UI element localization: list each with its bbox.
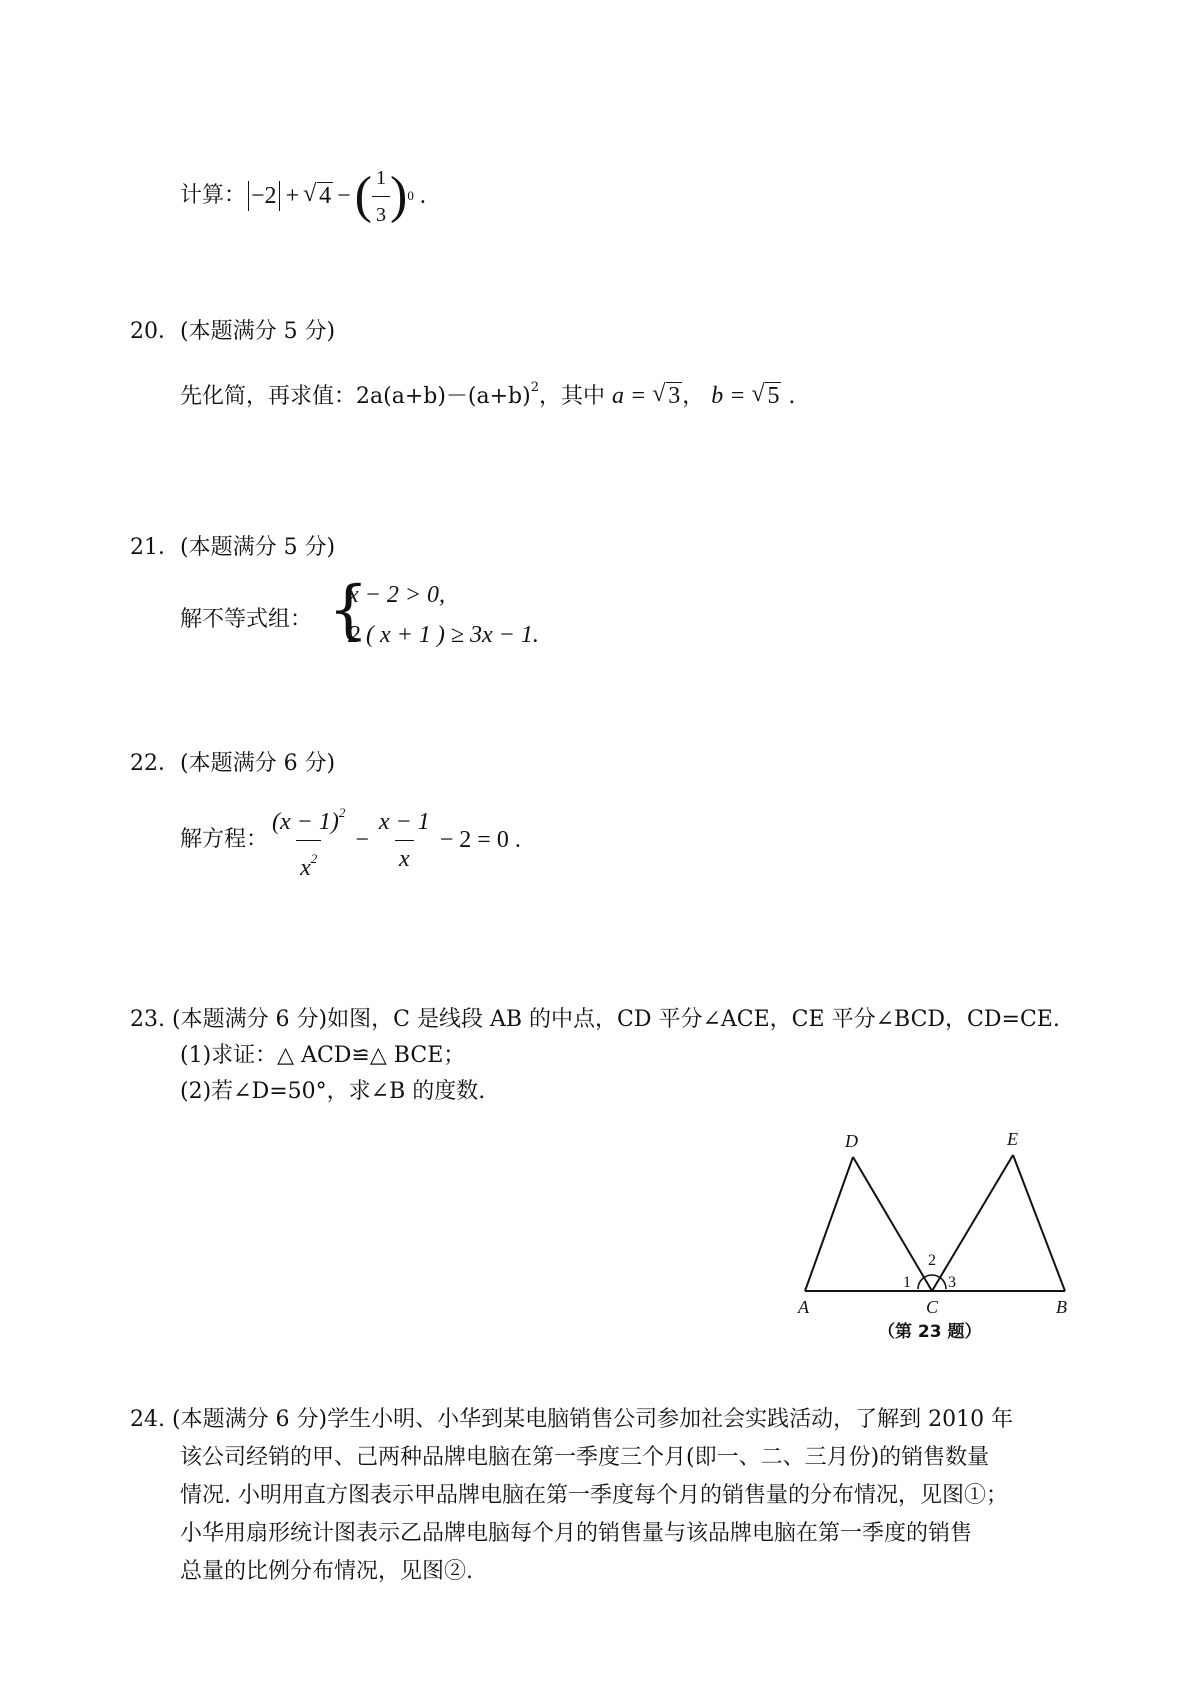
q20-header: 20．(本题满分 5 分) xyxy=(130,319,336,344)
q19-abs-inner: −2 xyxy=(251,183,277,209)
q22-fraction-2 xyxy=(375,806,434,875)
q19-expression xyxy=(180,166,426,226)
q20-b-sqrt-arg: 5 xyxy=(767,383,780,409)
q22-f2-den: x xyxy=(395,840,414,875)
q22-fraction-1 xyxy=(268,797,349,884)
q21-header: 21．(本题满分 5 分) xyxy=(130,535,336,560)
q22-header: 22．(本题满分 6 分) xyxy=(130,751,336,776)
angle-arcs xyxy=(918,1275,946,1289)
q20-a-expr xyxy=(612,383,682,409)
q20-comma: ， xyxy=(682,384,705,409)
q20-a-sqrt: √ 3 xyxy=(652,381,681,409)
q22-f1-den-exp: 2 xyxy=(310,850,318,866)
q20-a-eq: a = xyxy=(612,383,653,409)
q19-tail: . xyxy=(419,183,426,209)
q19-frac-den: 3 xyxy=(372,196,390,231)
paren-right: ) xyxy=(389,167,408,224)
q23-line3: (2)若∠D=50°，求∠B 的度数. xyxy=(180,1079,486,1104)
q19-frac-num: 1 xyxy=(375,166,386,189)
label-d: D xyxy=(845,1131,858,1151)
abs-bar-left xyxy=(248,181,249,211)
q24-line-4: 小华用扇形统计图表示乙品牌电脑每个月的销售量与该品牌电脑在第一季度的销售 xyxy=(180,1521,973,1546)
system-brace: { xyxy=(328,573,369,647)
segment-ad xyxy=(805,1157,853,1291)
q22-f1-num-exp: 2 xyxy=(338,804,346,820)
q22-equation xyxy=(180,800,521,880)
q21-line1: x − 2 > 0, xyxy=(348,582,446,608)
q20-b-eq: b = xyxy=(711,383,752,409)
q19-math xyxy=(246,162,426,231)
q22-prefix: 解方程： xyxy=(180,827,269,852)
paren-left: ( xyxy=(354,167,372,224)
q19-plus: + xyxy=(285,183,300,209)
q22-rest: − 2 = 0 . xyxy=(439,827,521,853)
q24-line-1: 24. (本题满分 6 分)学生小明、小华到某电脑销售公司参加社会实践活动，了解到 2010 年 xyxy=(130,1407,1014,1432)
label-b: B xyxy=(1056,1297,1067,1317)
q20-b-expr xyxy=(711,383,781,409)
segment-ce xyxy=(932,1155,1013,1291)
q22-f2-num: x − 1 xyxy=(378,808,430,835)
label-e: E xyxy=(1007,1129,1018,1149)
q23-line2: (1)求证：△ ACD≌△ BCE； xyxy=(180,1043,466,1068)
q19-fraction xyxy=(372,162,390,231)
label-a: A xyxy=(798,1297,809,1317)
q22-minus: − xyxy=(355,827,369,853)
q20-a-sqrt-arg: 3 xyxy=(668,383,681,409)
q24-line-5: 总量的比例分布情况，见图②. xyxy=(180,1559,473,1584)
angle-label-1: 1 xyxy=(903,1274,911,1291)
q20-text-prefix: 先化简，再求值：2a(a+b)－(a+b) xyxy=(180,384,531,409)
angle-label-2: 2 xyxy=(928,1252,936,1269)
abs-bar-right xyxy=(279,181,280,211)
figure-caption: （第 23 题） xyxy=(878,1322,982,1342)
q19-sqrt-arg: 4 xyxy=(319,183,332,209)
q24-line-3: 情况. 小明用直方图表示甲品牌电脑在第一季度每个月的销售量的分布情况，见图①； xyxy=(180,1483,1008,1508)
q20-square: 2 xyxy=(530,380,539,395)
q20-tail: . xyxy=(781,384,796,409)
q22-f1-num: (x − 1) xyxy=(272,808,339,835)
q20-b-sqrt: √ 5 xyxy=(751,381,780,409)
q22-f1-den: x xyxy=(300,854,311,881)
q23-figure xyxy=(790,1125,1090,1345)
q21-prefix: 解不等式组： xyxy=(180,607,313,632)
q21-line2: 2 ( x + 1 ) ≥ 3x − 1. xyxy=(348,622,539,648)
segment-dc xyxy=(853,1157,932,1291)
q19-exponent: 0 xyxy=(407,188,414,203)
label-c: C xyxy=(926,1297,939,1317)
segment-eb xyxy=(1013,1155,1065,1291)
q20-body xyxy=(180,372,795,413)
q24-line-2: 该公司经销的甲、己两种品牌电脑在第一季度三个月(即一、二、三月份)的销售数量 xyxy=(180,1445,990,1470)
angle-label-3: 3 xyxy=(948,1274,956,1291)
q19-sqrt: √ 4 xyxy=(303,181,332,209)
q19-prefix: 计算： xyxy=(180,183,247,208)
q23-line1: 23. (本题满分 6 分)如图，C 是线段 AB 的中点，CD 平分∠ACE，CE 平分∠BCD，CD=CE. xyxy=(130,1007,1060,1032)
q22-math xyxy=(268,797,521,884)
q20-text-mid: ，其中 xyxy=(539,384,606,409)
q19-minus: − xyxy=(337,183,351,209)
